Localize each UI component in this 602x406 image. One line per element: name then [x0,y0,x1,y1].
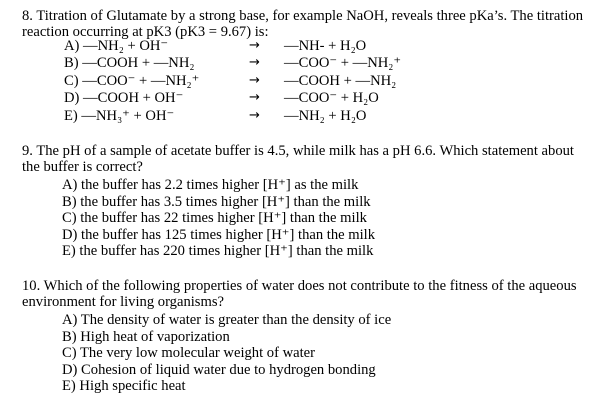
question-8-stem-line-2: reaction occurring at pK3 (pK3 = 9.67) is: [22,24,269,40]
answer-option-e: E) High specific heat [62,378,186,394]
reaction-option-e-products: —NH₂ + H₂O [284,107,367,124]
question-9-stem-line-2: the buffer is correct? [22,159,143,175]
question-10-stem-line-1: 10. Which of the following properties of water does not contribute to the fitness of the aqueous [22,278,577,294]
answer-option-c: C) the buffer has 22 times higher [H⁺] than the milk [62,210,367,226]
reaction-option-e-reactants: E) —NH₃⁺ + OH⁻ [64,107,175,124]
question-9-stem-line-1: 9. The pH of a sample of acetate buffer is 4.5, while milk has a pH 6.6. Which statement about [22,143,574,159]
reaction-option-a-reactants: A) —NH₂ + OH⁻ [64,38,169,54]
reaction-option-d-products: —COO⁻ + H₂O [284,90,379,107]
reaction-option-c-products: —COOH + —NH₂ [284,72,397,89]
reaction-arrow-icon: → [249,107,260,123]
answer-option-e: E) the buffer has 220 times higher [H⁺] than the milk [62,243,374,259]
reaction-option-d-reactants: D) —COOH + OH⁻ [64,90,184,107]
answer-option-a: A) the buffer has 2.2 times higher [H⁺] as the milk [62,177,359,193]
answer-option-c: C) The very low molecular weight of water [62,345,316,361]
question-9-options [62,177,375,260]
reaction-arrow-icon: → [249,72,260,88]
reaction-option-b-products: —COO⁻ + —NH₂⁺ [284,55,402,72]
answer-option-d: D) the buffer has 125 times higher [H⁺] than the milk [62,226,376,243]
answer-option-a: A) The density of water is greater than the density of ice [62,312,392,328]
reaction-option-b-reactants: B) —COOH + —NH₂ [64,55,195,72]
reaction-arrow-icon: → [249,38,260,53]
reaction-arrow-icon: → [249,55,260,71]
question-10-options [62,312,391,395]
answer-option-b: B) the buffer has 3.5 times higher [H⁺] than the milk [62,193,371,210]
question-9 [22,143,592,175]
reaction-option-c-reactants: C) —COO⁻ + —NH₂⁺ [64,72,200,89]
question-10-stem-line-2: environment for living organisms? [22,294,224,310]
question-8-stem-line-1: 8. Titration of Glutamate by a strong base, for example NaOH, reveals three pKa’s. The titration [22,8,584,24]
question-10 [22,278,592,310]
reaction-option-a-products: —NH- + H₂O [284,38,367,54]
question-8 [22,8,592,40]
answer-option-d: D) Cohesion of liquid water due to hydrogen bonding [62,361,376,378]
answer-option-b: B) High heat of vaporization [62,328,230,345]
reaction-arrow-icon: → [249,90,260,106]
